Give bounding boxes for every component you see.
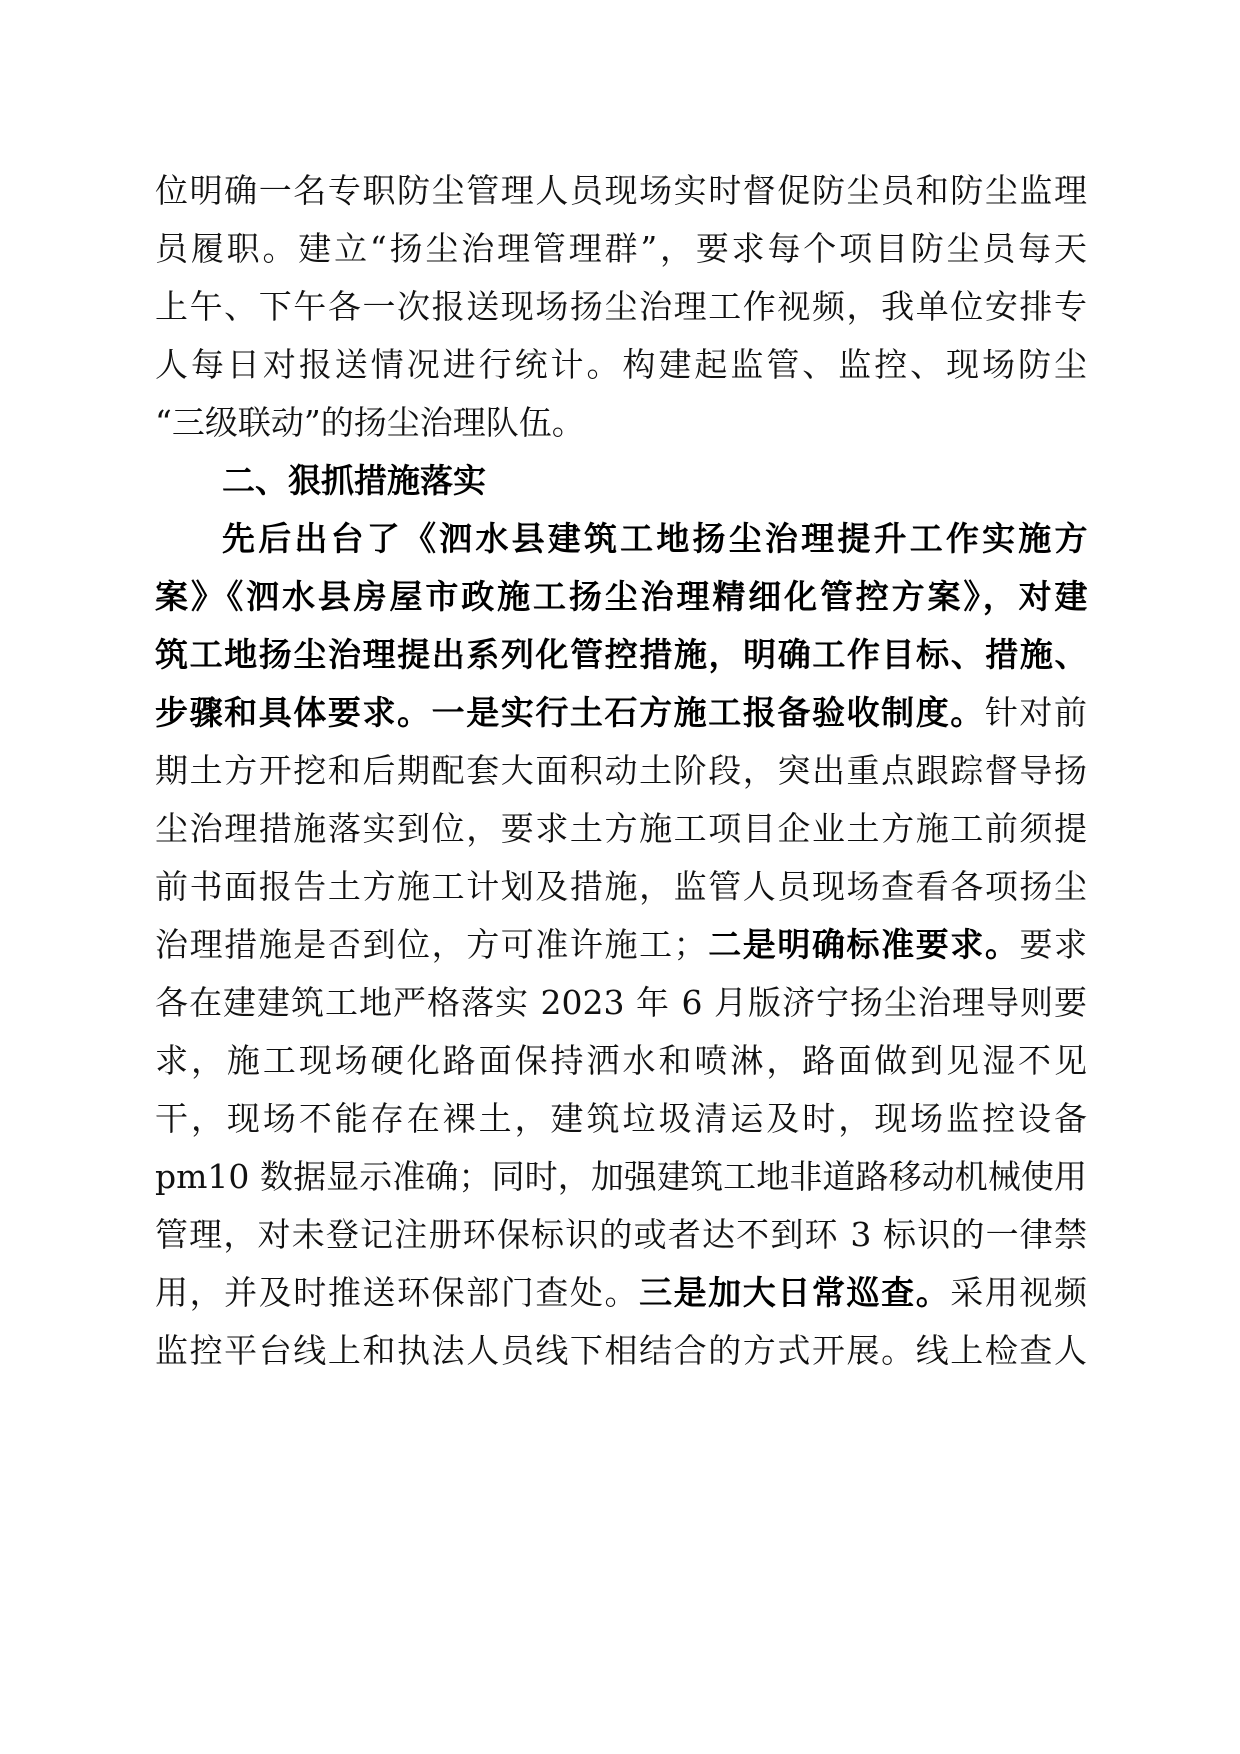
body-line-17: 干，现场不能存在裸土，建筑垃圾清运及时，现场监控设备 xyxy=(155,1099,1087,1138)
body-line-4: 人每日对报送情况进行统计。构建起监管、监控、现场防尘 xyxy=(155,345,1087,384)
body-line-19: 管理，对未登记注册环保标识的或者达不到环 3 标识的一律禁 xyxy=(155,1215,1087,1254)
body-line-2: 员履职。建立“扬尘治理管理群”，要求每个项目防尘员每天 xyxy=(155,229,1087,268)
mixed-line-point-three xyxy=(155,1268,1087,1318)
mixed-line-point-two xyxy=(155,920,1087,970)
bold-line-3: 筑工地扬尘治理提出系列化管控措施，明确工作目标、措施、 xyxy=(155,635,1087,674)
body-line-18: pm10 数据显示准确；同时，加强建筑工地非道路移动机械使用 xyxy=(155,1157,1087,1196)
body-line-5: “三级联动”的扬尘治理队伍。 xyxy=(155,403,585,442)
body-fragment: 针对前 xyxy=(984,693,1087,732)
bold-line-2: 案》《泗水县房屋市政施工扬尘治理精细化管控方案》，对建 xyxy=(155,577,1087,616)
body-line-12: 尘治理措施落实到位，要求土方施工项目企业土方施工前须提 xyxy=(155,809,1087,848)
body-fragment: 采用视频 xyxy=(950,1273,1087,1312)
mixed-line-step xyxy=(155,688,1087,738)
section-heading: 二、狠抓措施落实 xyxy=(222,461,486,500)
body-line-1: 位明确一名专职防尘管理人员现场实时督促防尘员和防尘监理 xyxy=(155,171,1087,210)
body-line-11: 期土方开挖和后期配套大面积动土阶段，突出重点跟踪督导扬 xyxy=(155,751,1087,790)
body-line-3: 上午、下午各一次报送现场扬尘治理工作视频，我单位安排专 xyxy=(155,287,1087,326)
body-fragment: 要求 xyxy=(1019,925,1087,964)
body-fragment: 治理措施是否到位，方可准许施工； xyxy=(155,925,707,964)
body-fragment: 用，并及时推送环保部门查处。 xyxy=(155,1273,640,1312)
bold-line-1: 先后出台了《泗水县建筑工地扬尘治理提升工作实施方 xyxy=(222,519,1087,558)
point-two-heading: 二是明确标准要求。 xyxy=(706,925,1020,964)
point-one-heading: 一是实行土石方施工报备验收制度。 xyxy=(431,693,985,732)
body-line-21: 监控平台线上和执法人员线下相结合的方式开展。线上检查人 xyxy=(155,1331,1087,1370)
bold-fragment: 步骤和具体要求。 xyxy=(155,693,432,732)
point-three-heading: 三是加大日常巡查。 xyxy=(639,1273,951,1312)
body-line-13: 前书面报告土方施工计划及措施，监管人员现场查看各项扬尘 xyxy=(155,867,1087,906)
body-line-16: 求，施工现场硬化路面保持洒水和喷淋，路面做到见湿不见 xyxy=(155,1041,1087,1080)
body-line-15: 各在建建筑工地严格落实 2023 年 6 月版济宁扬尘治理导则要 xyxy=(155,983,1087,1022)
